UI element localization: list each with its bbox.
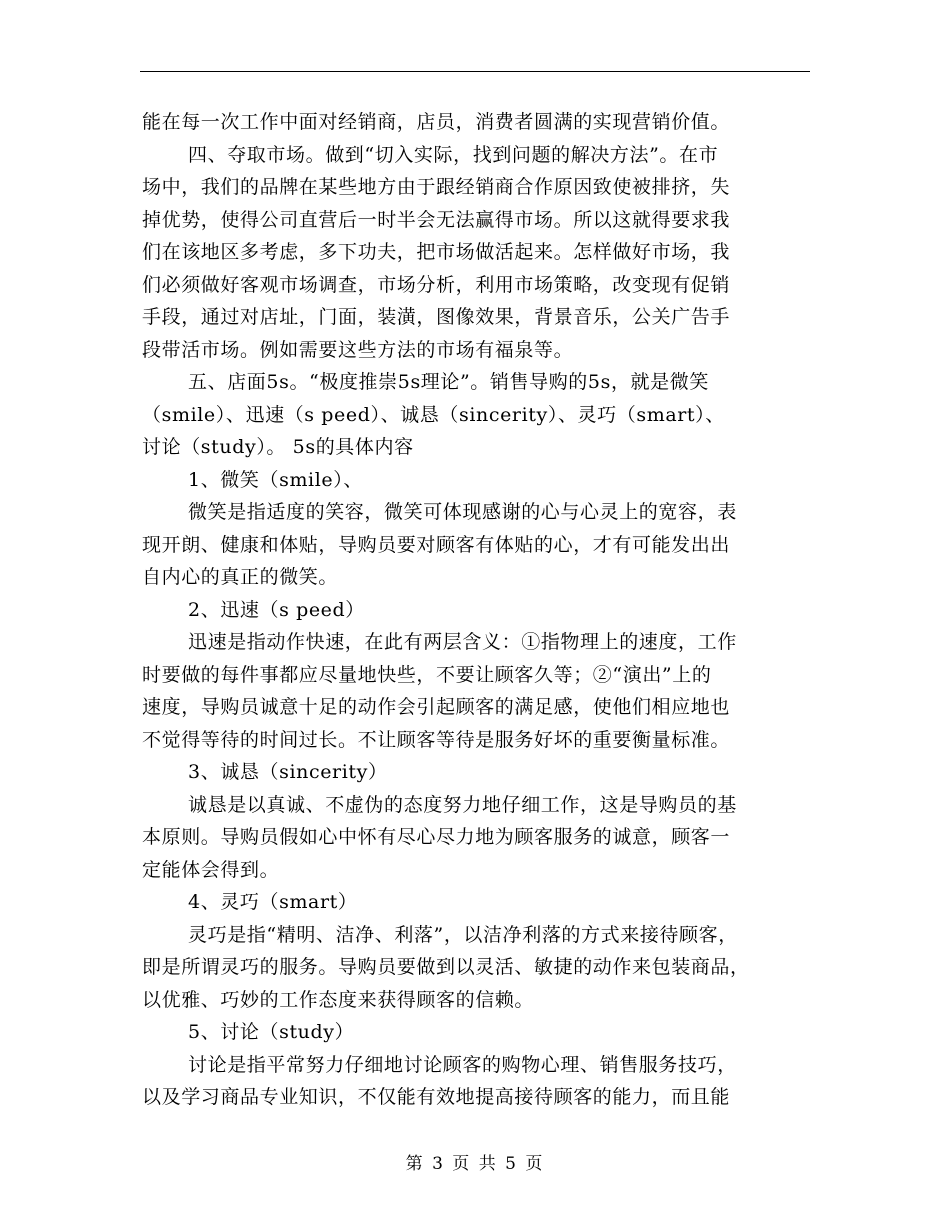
text-line: 段带活市场。例如需要这些方法的市场有福泉等。 — [142, 338, 574, 361]
text-line: 迅速是指动作快速，在此有两层含义：①指物理上的速度，工作 — [188, 631, 737, 653]
text-line: 2、迅速（s peed） — [188, 598, 365, 621]
text-line: 3、诚恳（sincerity） — [188, 761, 388, 783]
text-line: （smile）、迅速（s peed）、诚恳（sincerity）、灵巧（smart）、 — [142, 403, 725, 426]
text-line: 定能体会得到。 — [142, 858, 280, 881]
header-rule — [140, 71, 810, 72]
text-line: 4、灵巧（smart） — [188, 891, 358, 913]
text-line: 5、讨论（study） — [188, 1021, 355, 1043]
text-line: 诚恳是以真诚、不虚伪的态度努力地仔细工作，这是导购员的基 — [188, 793, 737, 816]
text-line: 以优雅、巧妙的工作态度来获得顾客的信赖。 — [142, 988, 535, 1011]
text-line: 讨论是指平常努力仔细地讨论顾客的购物心理、销售服务技巧， — [188, 1053, 737, 1076]
text-line: 微笑是指适度的笑容，微笑可体现感谢的心与心灵上的宽容，表 — [188, 501, 737, 523]
text-line: 现开朗、健康和体贴，导购员要对顾客有体贴的心，才有可能发出出 — [142, 533, 731, 556]
text-line: 场中，我们的品牌在某些地方由于跟经销商合作原因致使被排挤，失 — [142, 176, 731, 198]
text-line: 即是所谓灵巧的服务。导购员要做到以灵活、敏捷的动作来包装商品， — [142, 956, 750, 978]
text-line: 1、微笑（smile）、 — [188, 468, 363, 491]
text-line: 速度，导购员诚意十足的动作会引起顾客的满足感，使他们相应地也 — [142, 696, 731, 718]
text-line: 们必须做好客观市场调查，市场分析，利用市场策略，改变现有促销 — [142, 273, 731, 296]
text-line: 手段，通过对店址，门面，装潢，图像效果，背景音乐，公关广告手 — [142, 306, 731, 328]
text-line: 能在每一次工作中面对经销商，店员，消费者圆满的实现营销价值。 — [142, 111, 731, 133]
text-line: 们在该地区多考虑，多下功夫，把市场做活起来。怎样做好市场，我 — [142, 241, 731, 263]
text-line: 灵巧是指“精明、洁净、利落”，以洁净利落的方式来接待顾客， — [188, 923, 738, 946]
text-line: 掉优势，使得公司直营后一时半会无法赢得市场。所以这就得要求我 — [142, 208, 731, 231]
page-number-footer: 第 3 页 共 5 页 — [405, 1154, 545, 1174]
text-line: 以及学习商品专业知识，不仅能有效地提高接待顾客的能力，而且能 — [142, 1086, 731, 1108]
text-line: 本原则。导购员假如心中怀有尽心尽力地为顾客服务的诚意，顾客一 — [142, 826, 731, 848]
text-line: 不觉得等待的时间过长。不让顾客等待是服务好坏的重要衡量标准。 — [142, 728, 731, 751]
text-line: 四、夺取市场。做到“切入实际，找到问题的解决方法”。在市 — [188, 143, 719, 166]
text-line: 自内心的真正的微笑。 — [142, 566, 339, 588]
text-line: 五、店面5s。“极度推崇5s理论”。销售导购的5s，就是微笑 — [188, 371, 709, 393]
text-line: 讨论（study）。 5s的具体内容 — [142, 436, 414, 458]
text-line: 时要做的每件事都应尽量地快些，不要让顾客久等；②“演出”上的 — [142, 663, 712, 686]
